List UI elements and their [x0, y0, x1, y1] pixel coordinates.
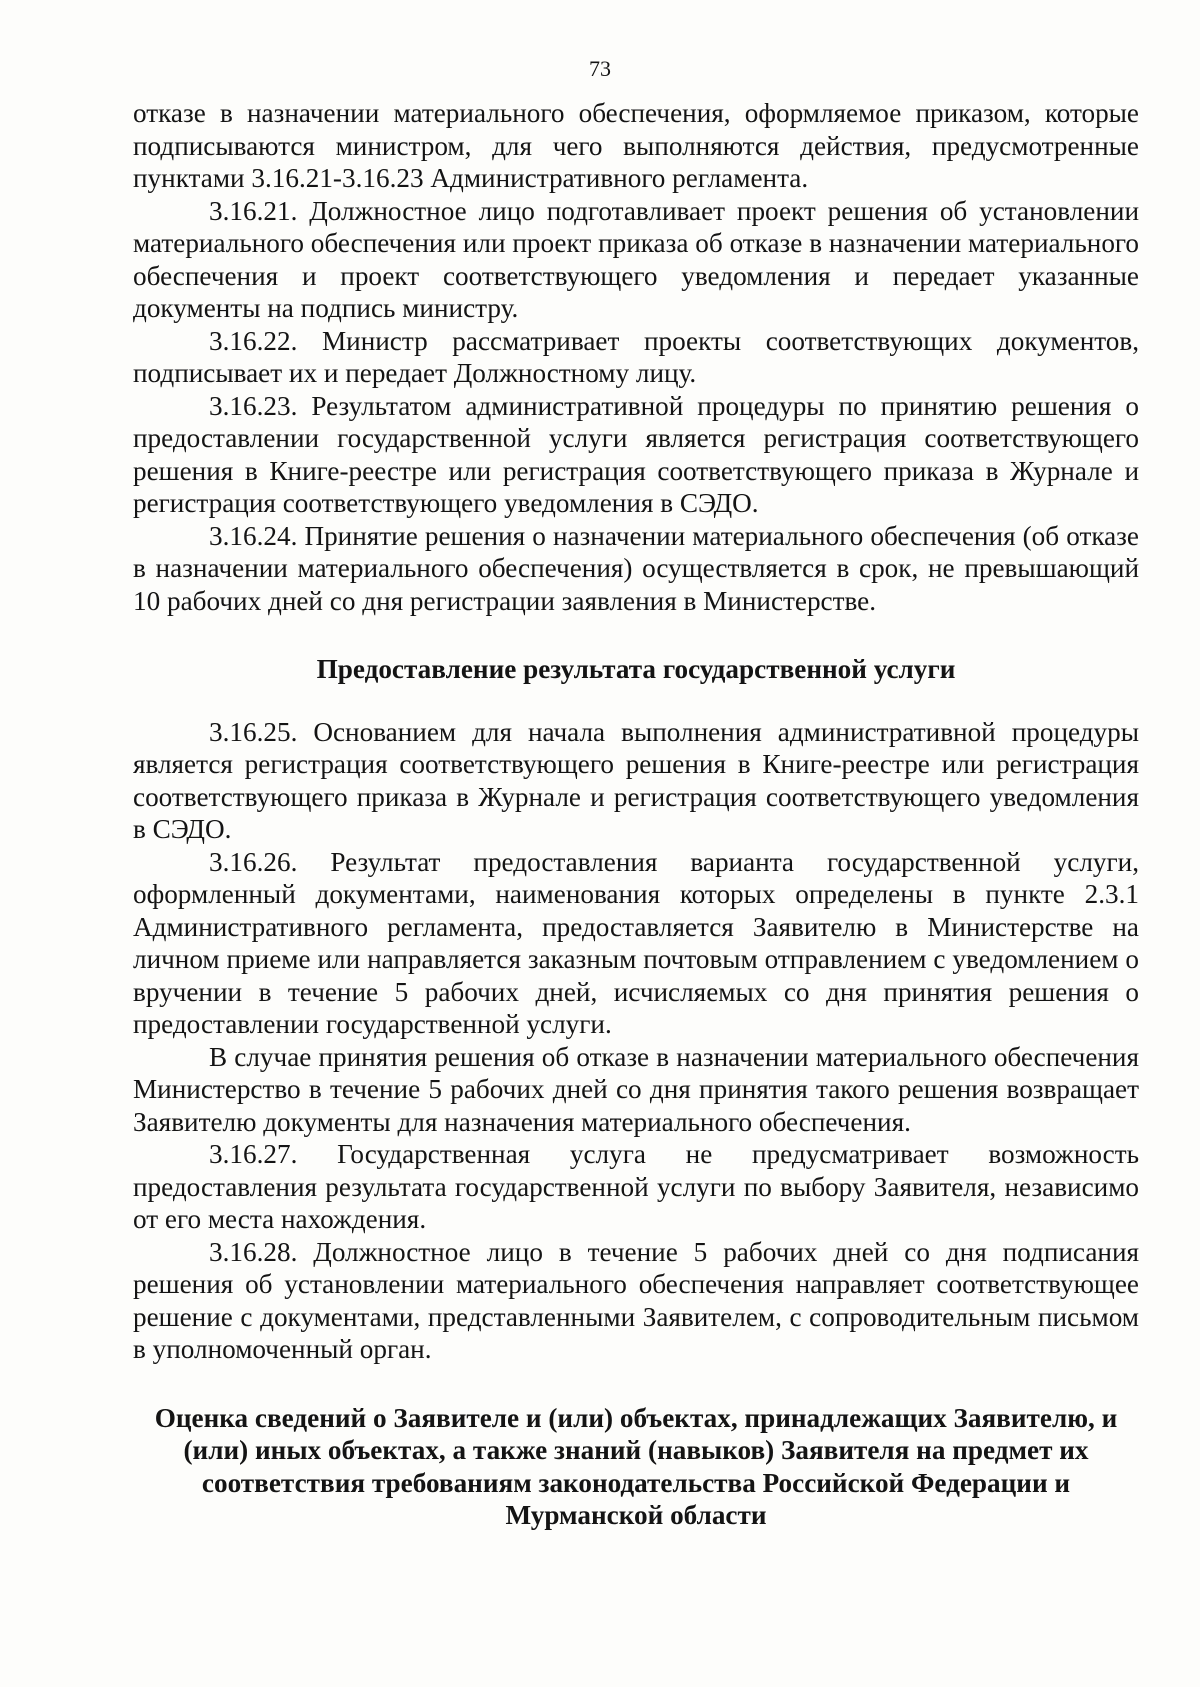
- page-number: 73: [589, 56, 611, 81]
- paragraph-3-16-20-continuation: отказе в назначении материального обеспечения, оформляемое приказом, которые подписываются министром, для чего выполняются действия, предусмотренные пунктами 3.16.21-3.16.23 Административного регламента.: [133, 98, 1139, 193]
- paragraph-refusal-case: В случае принятия решения об отказе в назначении материального обеспечения Министерство в течение 5 рабочих дней со дня принятия такого решения возвращает Заявителю документы для назначения материального обеспечения.: [133, 1041, 1139, 1137]
- paragraph-3-16-21: 3.16.21. Должностное лицо подготавливает проект решения об установлении материального обеспечения или проект приказа об отказе в назначении материального обеспечения и проект соответствующего уведомления и передает указанные документы на подпись министру.: [133, 195, 1139, 323]
- document-body: [133, 97, 1139, 1532]
- paragraph-3-16-22: 3.16.22. Министр рассматривает проекты соответствующих документов, подписывает их и передает Должностному лицу.: [133, 325, 1139, 388]
- paragraph-3-16-25: 3.16.25. Основанием для начала выполнения административной процедуры является регистрация соответствующего решения в Книге-реестре или регистрация соответствующего приказа в Журнале и регистрация соответствующего уведомления в СЭДО.: [133, 716, 1139, 844]
- section-heading-result: Предоставление результата государственной услуги: [316, 654, 956, 684]
- paragraph-3-16-23: 3.16.23. Результатом административной процедуры по принятию решения о предоставлении государственной услуги является регистрация соответствующего решения в Книге-реестре или регистрация соответствующего приказа в Журнале и регистрация соответствующего уведомления в СЭДО.: [133, 390, 1139, 518]
- section-heading-assessment: Оценка сведений о Заявителе и (или) объектах, принадлежащих Заявителю, и (или) иных объектах, а также знаний (навыков) Заявителя на предмет их соответствия требованиям законодательства Российской Федерации и Мурманской области: [154, 1402, 1118, 1530]
- paragraph-3-16-27: 3.16.27. Государственная услуга не предусматривает возможность предоставления результата государственной услуги по выбору Заявителя, независимо от его места нахождения.: [133, 1139, 1139, 1234]
- paragraph-3-16-28: 3.16.28. Должностное лицо в течение 5 рабочих дней со дня подписания решения об установлении материального обеспечения направляет соответствующее решение с документами, представленными Заявителем, с сопроводительным письмом в уполномоченный орган.: [133, 1236, 1139, 1364]
- paragraph-3-16-26: 3.16.26. Результат предоставления варианта государственной услуги, оформленный документами, наименования которых определены в пункте 2.3.1 Административного регламента, предоставляется Заявителю в Министерстве на личном приеме или направляется заказным почтовым отправлением с уведомлением о вручении в течение 5 рабочих дней, исчисляемых со дня принятия решения о предоставлении государственной услуги.: [133, 846, 1139, 1039]
- paragraph-3-16-24: 3.16.24. Принятие решения о назначении материального обеспечения (об отказе в назначении материального обеспечения) осуществляется в срок, не превышающий 10 рабочих дней со дня регистрации заявления в Министерстве.: [133, 520, 1139, 616]
